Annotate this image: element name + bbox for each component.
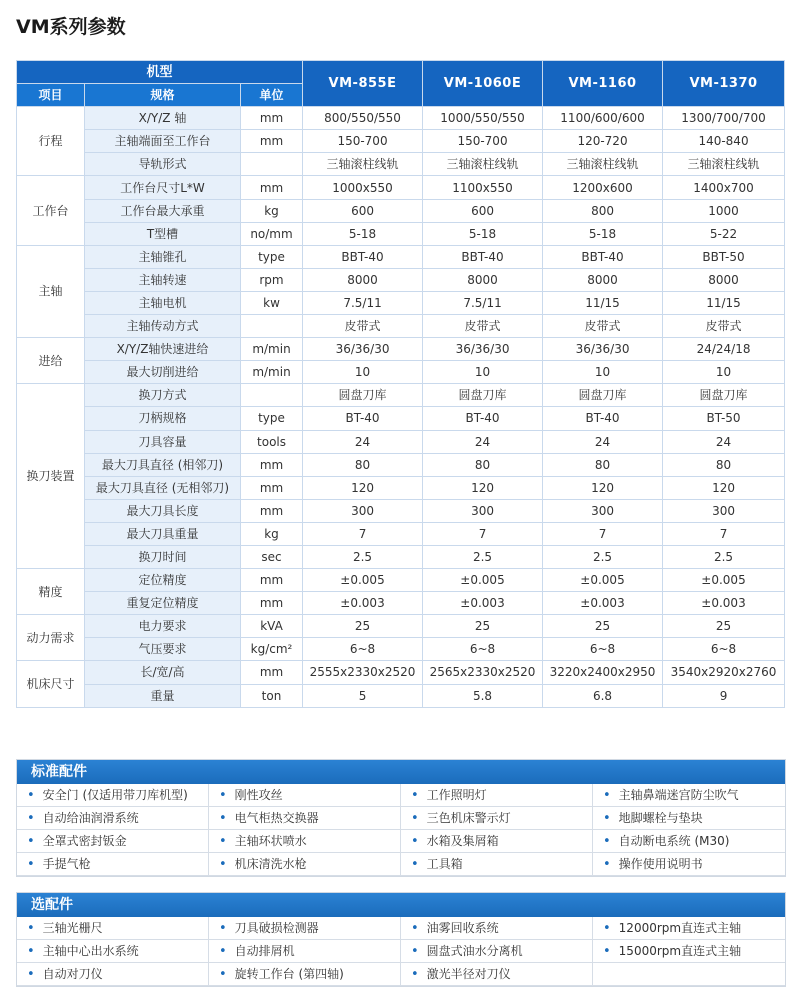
- value-cell: 150-700: [423, 130, 543, 153]
- accessory-label: 机床清洗水枪: [234, 857, 307, 871]
- value-cell: 300: [663, 499, 785, 522]
- spec-row: [17, 107, 785, 130]
- value-cell: 圆盘刀库: [303, 384, 423, 407]
- accessory-item: [209, 853, 401, 876]
- value-cell: 5-18: [543, 222, 663, 245]
- value-cell: 5: [303, 684, 423, 707]
- bullet-icon: •: [411, 921, 419, 936]
- value-cell: 25: [543, 615, 663, 638]
- value-cell: 7.5/11: [303, 291, 423, 314]
- accessory-label: 自动断电系统 (M30): [618, 834, 730, 848]
- value-cell: 5-18: [303, 222, 423, 245]
- accessory-label: 圆盘式油水分离机: [426, 944, 523, 958]
- accessory-item: [401, 917, 593, 940]
- spec-row: [17, 476, 785, 499]
- value-cell: 150-700: [303, 130, 423, 153]
- value-cell: 8000: [543, 268, 663, 291]
- value-cell: 24: [543, 430, 663, 453]
- value-cell: 80: [663, 453, 785, 476]
- spec-row: [17, 499, 785, 522]
- bullet-icon: •: [603, 857, 611, 872]
- value-cell: 6~8: [543, 638, 663, 661]
- value-cell: 8000: [303, 268, 423, 291]
- spec-name-cell: X/Y/Z轴快速进给: [85, 338, 241, 361]
- spec-name-cell: 刀柄规格: [85, 407, 241, 430]
- accessory-item: [17, 853, 209, 876]
- unit-cell: ton: [241, 684, 303, 707]
- spec-row: [17, 638, 785, 661]
- accessory-item: [209, 784, 401, 807]
- accessory-label: 主轴中心出水系统: [42, 944, 139, 958]
- value-cell: 三轴滚柱线轨: [543, 153, 663, 176]
- value-cell: 800/550/550: [303, 107, 423, 130]
- value-cell: 25: [423, 615, 543, 638]
- unit-cell: kw: [241, 291, 303, 314]
- bullet-icon: •: [603, 788, 611, 803]
- category-cell: 工作台: [17, 176, 85, 245]
- value-cell: 1200x600: [543, 176, 663, 199]
- value-cell: 3540x2920x2760: [663, 661, 785, 684]
- value-cell: 10: [303, 361, 423, 384]
- value-cell: 三轴滚柱线轨: [303, 153, 423, 176]
- spec-name-cell: 主轴传动方式: [85, 315, 241, 338]
- unit-cell: mm: [241, 453, 303, 476]
- accessory-label: 三色机床警示灯: [426, 811, 511, 825]
- spec-name-cell: 工作台最大承重: [85, 199, 241, 222]
- value-cell: BBT-40: [423, 245, 543, 268]
- model-label: 机型: [17, 61, 303, 84]
- category-cell: 主轴: [17, 245, 85, 337]
- value-cell: 5-18: [423, 222, 543, 245]
- category-cell: 机床尺寸: [17, 661, 85, 707]
- value-cell: 8000: [423, 268, 543, 291]
- value-cell: 1100x550: [423, 176, 543, 199]
- value-cell: 皮带式: [543, 315, 663, 338]
- value-cell: 9: [663, 684, 785, 707]
- standard-accessories-title: 标准配件: [17, 760, 785, 784]
- spec-row: [17, 291, 785, 314]
- value-cell: ±0.005: [423, 569, 543, 592]
- unit-cell: mm: [241, 107, 303, 130]
- spec-name-cell: 主轴端面至工作台: [85, 130, 241, 153]
- spec-row: [17, 569, 785, 592]
- spec-row: [17, 407, 785, 430]
- value-cell: 6~8: [423, 638, 543, 661]
- bullet-icon: •: [411, 967, 419, 982]
- value-cell: 10: [663, 361, 785, 384]
- bullet-icon: •: [27, 857, 35, 872]
- accessory-label: 水箱及集屑箱: [426, 834, 499, 848]
- value-cell: 7: [543, 522, 663, 545]
- value-cell: 120-720: [543, 130, 663, 153]
- bullet-icon: •: [27, 944, 35, 959]
- unit-label: 单位: [241, 84, 303, 107]
- spec-row: [17, 315, 785, 338]
- value-cell: 7: [423, 522, 543, 545]
- unit-cell: mm: [241, 130, 303, 153]
- spec-row: [17, 199, 785, 222]
- value-cell: 圆盘刀库: [543, 384, 663, 407]
- unit-cell: tools: [241, 430, 303, 453]
- unit-cell: mm: [241, 176, 303, 199]
- accessory-item: [593, 963, 785, 986]
- value-cell: 6~8: [303, 638, 423, 661]
- unit-cell: kg/cm²: [241, 638, 303, 661]
- accessory-item: [17, 963, 209, 986]
- spec-name-cell: X/Y/Z 轴: [85, 107, 241, 130]
- accessory-label: 自动排屑机: [234, 944, 295, 958]
- value-cell: 2.5: [303, 545, 423, 568]
- value-cell: 三轴滚柱线轨: [423, 153, 543, 176]
- value-cell: ±0.005: [303, 569, 423, 592]
- value-cell: 24/24/18: [663, 338, 785, 361]
- value-cell: 36/36/30: [423, 338, 543, 361]
- spec-row: [17, 545, 785, 568]
- standard-accessories-grid: [17, 784, 785, 876]
- spec-row: [17, 453, 785, 476]
- spec-name-cell: 定位精度: [85, 569, 241, 592]
- value-cell: 皮带式: [423, 315, 543, 338]
- accessory-item: [593, 917, 785, 940]
- accessory-item: [209, 917, 401, 940]
- optional-accessories-panel: [16, 892, 786, 987]
- spec-row: [17, 176, 785, 199]
- bullet-icon: •: [219, 788, 227, 803]
- category-cell: 进给: [17, 338, 85, 384]
- value-cell: 1400x700: [663, 176, 785, 199]
- spec-row: [17, 661, 785, 684]
- value-cell: ±0.005: [543, 569, 663, 592]
- unit-cell: type: [241, 407, 303, 430]
- unit-cell: type: [241, 245, 303, 268]
- unit-cell: rpm: [241, 268, 303, 291]
- spec-name-cell: 导轨形式: [85, 153, 241, 176]
- spec-name-cell: 主轴锥孔: [85, 245, 241, 268]
- unit-cell: [241, 384, 303, 407]
- accessory-item: [593, 784, 785, 807]
- spec-row: [17, 684, 785, 707]
- value-cell: 7: [663, 522, 785, 545]
- spec-table: [16, 60, 785, 708]
- accessory-label: 自动给油润滑系统: [42, 811, 139, 825]
- bullet-icon: •: [27, 834, 35, 849]
- value-cell: 10: [423, 361, 543, 384]
- spec-name-cell: 换刀时间: [85, 545, 241, 568]
- unit-cell: m/min: [241, 338, 303, 361]
- model-header: VM-1160: [543, 61, 663, 107]
- accessory-label: 激光半径对刀仪: [426, 967, 511, 981]
- unit-cell: mm: [241, 569, 303, 592]
- optional-accessories-grid: [17, 917, 785, 986]
- spec-name-cell: 长/宽/高: [85, 661, 241, 684]
- accessory-item: [209, 963, 401, 986]
- bullet-icon: •: [27, 921, 35, 936]
- accessory-item: [17, 807, 209, 830]
- spec-row: [17, 384, 785, 407]
- bullet-icon: •: [219, 857, 227, 872]
- accessory-item: [401, 807, 593, 830]
- spec-row: [17, 592, 785, 615]
- value-cell: 2555x2330x2520: [303, 661, 423, 684]
- value-cell: 600: [423, 199, 543, 222]
- accessory-label: 自动对刀仪: [42, 967, 103, 981]
- unit-cell: [241, 153, 303, 176]
- value-cell: 皮带式: [663, 315, 785, 338]
- value-cell: ±0.003: [663, 592, 785, 615]
- value-cell: 800: [543, 199, 663, 222]
- spec-name-cell: 最大刀具重量: [85, 522, 241, 545]
- page-title: VM系列参数: [16, 16, 126, 38]
- accessory-item: [209, 807, 401, 830]
- unit-cell: [241, 315, 303, 338]
- value-cell: 5.8: [423, 684, 543, 707]
- spec-row: [17, 615, 785, 638]
- value-cell: 80: [543, 453, 663, 476]
- model-header: VM-1060E: [423, 61, 543, 107]
- value-cell: 24: [423, 430, 543, 453]
- bullet-icon: •: [603, 944, 611, 959]
- bullet-icon: •: [219, 967, 227, 982]
- value-cell: 5-22: [663, 222, 785, 245]
- value-cell: BT-40: [303, 407, 423, 430]
- value-cell: 圆盘刀库: [663, 384, 785, 407]
- spec-label: 规格: [85, 84, 241, 107]
- accessory-label: 刀具破损检测器: [234, 921, 319, 935]
- value-cell: 2.5: [423, 545, 543, 568]
- accessory-label: 全罩式密封钣金: [42, 834, 127, 848]
- spec-row: [17, 268, 785, 291]
- accessory-item: [17, 784, 209, 807]
- value-cell: 2.5: [543, 545, 663, 568]
- spec-name-cell: 最大刀具直径 (相邻刀): [85, 453, 241, 476]
- spec-row: [17, 338, 785, 361]
- unit-cell: sec: [241, 545, 303, 568]
- bullet-icon: •: [219, 834, 227, 849]
- accessory-item: [593, 807, 785, 830]
- value-cell: BBT-40: [303, 245, 423, 268]
- bullet-icon: •: [411, 834, 419, 849]
- spec-name-cell: T型槽: [85, 222, 241, 245]
- category-cell: 行程: [17, 107, 85, 176]
- accessory-item: [401, 784, 593, 807]
- bullet-icon: •: [411, 857, 419, 872]
- value-cell: ±0.005: [663, 569, 785, 592]
- bullet-icon: •: [27, 788, 35, 803]
- value-cell: BBT-50: [663, 245, 785, 268]
- value-cell: 300: [423, 499, 543, 522]
- value-cell: 24: [663, 430, 785, 453]
- spec-name-cell: 换刀方式: [85, 384, 241, 407]
- spec-name-cell: 主轴电机: [85, 291, 241, 314]
- accessory-item: [17, 830, 209, 853]
- value-cell: 8000: [663, 268, 785, 291]
- value-cell: 25: [663, 615, 785, 638]
- unit-cell: kVA: [241, 615, 303, 638]
- spec-name-cell: 工作台尺寸L*W: [85, 176, 241, 199]
- spec-name-cell: 最大刀具直径 (无相邻刀): [85, 476, 241, 499]
- accessory-item: [401, 963, 593, 986]
- spec-name-cell: 电力要求: [85, 615, 241, 638]
- bullet-icon: •: [27, 811, 35, 826]
- value-cell: 10: [543, 361, 663, 384]
- accessory-item: [593, 940, 785, 963]
- value-cell: 600: [303, 199, 423, 222]
- unit-cell: kg: [241, 199, 303, 222]
- spec-row: [17, 361, 785, 384]
- value-cell: 36/36/30: [543, 338, 663, 361]
- value-cell: BT-40: [543, 407, 663, 430]
- header-row-1: [17, 61, 785, 84]
- spec-row: [17, 153, 785, 176]
- value-cell: 2565x2330x2520: [423, 661, 543, 684]
- accessory-item: [401, 853, 593, 876]
- bullet-icon: •: [411, 788, 419, 803]
- spec-name-cell: 最大刀具长度: [85, 499, 241, 522]
- value-cell: ±0.003: [303, 592, 423, 615]
- accessory-item: [209, 830, 401, 853]
- value-cell: 2.5: [663, 545, 785, 568]
- value-cell: 300: [543, 499, 663, 522]
- value-cell: 24: [303, 430, 423, 453]
- value-cell: 11/15: [543, 291, 663, 314]
- accessory-label: 主轴鼻端迷宫防尘吹气: [618, 788, 739, 802]
- value-cell: 140-840: [663, 130, 785, 153]
- spec-name-cell: 重复定位精度: [85, 592, 241, 615]
- spec-row: [17, 222, 785, 245]
- accessory-item: [401, 940, 593, 963]
- unit-cell: mm: [241, 499, 303, 522]
- value-cell: 1000/550/550: [423, 107, 543, 130]
- unit-cell: mm: [241, 476, 303, 499]
- unit-cell: mm: [241, 661, 303, 684]
- bullet-icon: •: [219, 944, 227, 959]
- accessory-item: [17, 940, 209, 963]
- standard-accessories-panel: [16, 759, 786, 877]
- value-cell: ±0.003: [543, 592, 663, 615]
- accessory-label: 工具箱: [426, 857, 463, 871]
- bullet-icon: •: [411, 811, 419, 826]
- value-cell: 6~8: [663, 638, 785, 661]
- accessory-label: 电气柜热交换器: [234, 811, 319, 825]
- spec-name-cell: 刀具容量: [85, 430, 241, 453]
- accessory-label: 旋转工作台 (第四轴): [234, 967, 344, 981]
- value-cell: 6.8: [543, 684, 663, 707]
- value-cell: 120: [543, 476, 663, 499]
- bullet-icon: •: [603, 921, 611, 936]
- spec-table-body: [17, 107, 785, 707]
- value-cell: 7.5/11: [423, 291, 543, 314]
- bullet-icon: •: [603, 834, 611, 849]
- accessory-item: [209, 940, 401, 963]
- value-cell: 1000x550: [303, 176, 423, 199]
- accessory-label: 工作照明灯: [426, 788, 487, 802]
- value-cell: BBT-40: [543, 245, 663, 268]
- accessory-label: 刚性攻丝: [234, 788, 283, 802]
- value-cell: 圆盘刀库: [423, 384, 543, 407]
- accessory-label: 手提气枪: [42, 857, 91, 871]
- value-cell: 3220x2400x2950: [543, 661, 663, 684]
- spec-name-cell: 最大切削进给: [85, 361, 241, 384]
- spec-name-cell: 重量: [85, 684, 241, 707]
- spec-row: [17, 522, 785, 545]
- bullet-icon: •: [411, 944, 419, 959]
- value-cell: ±0.003: [423, 592, 543, 615]
- accessory-item: [17, 917, 209, 940]
- value-cell: 7: [303, 522, 423, 545]
- unit-cell: kg: [241, 522, 303, 545]
- value-cell: 300: [303, 499, 423, 522]
- accessory-label: 操作使用说明书: [618, 857, 703, 871]
- category-cell: 精度: [17, 569, 85, 615]
- item-label: 项目: [17, 84, 85, 107]
- category-cell: 动力需求: [17, 615, 85, 661]
- spec-name-cell: 主轴转速: [85, 268, 241, 291]
- model-header: VM-855E: [303, 61, 423, 107]
- spec-row: [17, 130, 785, 153]
- value-cell: 11/15: [663, 291, 785, 314]
- value-cell: 36/36/30: [303, 338, 423, 361]
- value-cell: 80: [423, 453, 543, 476]
- spec-row: [17, 245, 785, 268]
- unit-cell: no/mm: [241, 222, 303, 245]
- value-cell: 120: [303, 476, 423, 499]
- optional-accessories-title: 选配件: [17, 893, 785, 917]
- model-header: VM-1370: [663, 61, 785, 107]
- accessory-label: 三轴光栅尺: [42, 921, 103, 935]
- value-cell: 25: [303, 615, 423, 638]
- value-cell: 皮带式: [303, 315, 423, 338]
- value-cell: BT-40: [423, 407, 543, 430]
- value-cell: 120: [663, 476, 785, 499]
- unit-cell: mm: [241, 592, 303, 615]
- accessory-label: 安全门 (仅适用带刀库机型): [42, 788, 188, 802]
- unit-cell: m/min: [241, 361, 303, 384]
- category-cell: 换刀装置: [17, 384, 85, 569]
- bullet-icon: •: [603, 811, 611, 826]
- value-cell: BT-50: [663, 407, 785, 430]
- value-cell: 1100/600/600: [543, 107, 663, 130]
- bullet-icon: •: [219, 811, 227, 826]
- accessory-label: 主轴环状喷水: [234, 834, 307, 848]
- value-cell: 1300/700/700: [663, 107, 785, 130]
- accessory-item: [593, 853, 785, 876]
- bullet-icon: •: [27, 967, 35, 982]
- bullet-icon: •: [219, 921, 227, 936]
- value-cell: 120: [423, 476, 543, 499]
- value-cell: 三轴滚柱线轨: [663, 153, 785, 176]
- spec-name-cell: 气压要求: [85, 638, 241, 661]
- value-cell: 1000: [663, 199, 785, 222]
- accessory-label: 地脚螺栓与垫块: [618, 811, 703, 825]
- spec-row: [17, 430, 785, 453]
- accessory-label: 15000rpm直连式主轴: [618, 944, 742, 958]
- value-cell: 80: [303, 453, 423, 476]
- accessory-label: 油雾回收系统: [426, 921, 499, 935]
- accessory-item: [401, 830, 593, 853]
- accessory-label: 12000rpm直连式主轴: [618, 921, 742, 935]
- accessory-item: [593, 830, 785, 853]
